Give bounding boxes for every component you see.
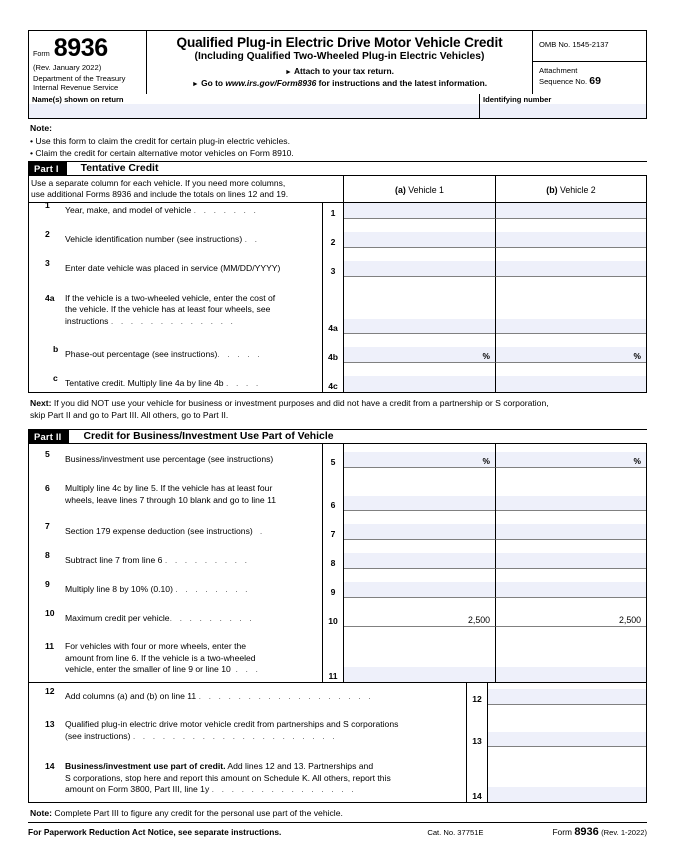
vehicle-column-headers: [29, 176, 646, 203]
table-row: [29, 550, 646, 569]
line-1-vehicle-2-input[interactable]: [496, 203, 646, 219]
form-footer: [28, 823, 647, 838]
line-1-text: Year, make, and model of vehicle . . . . . . .: [65, 204, 259, 215]
line-11-vehicle-2-cell: [496, 640, 646, 682]
goto-instruction: [149, 78, 530, 88]
line-7-text: Section 179 expense deduction (see instructions) .: [65, 526, 265, 537]
percent-symbol-5b: %: [633, 456, 641, 467]
table-row: [29, 343, 646, 363]
line-4b-number: b: [53, 343, 59, 354]
name-field-label: Name(s) shown on return: [32, 95, 124, 105]
table-row: [29, 579, 646, 598]
line-5-text: Business/investment use percentage (see instructions): [65, 454, 274, 465]
part-2-title: Credit for Business/Investment Use Part of Vehicle: [83, 431, 334, 443]
line-9-text: Multiply line 8 by 10% (0.10) . . . . . . . .: [65, 584, 251, 595]
line-1-box-number: 1: [322, 203, 344, 219]
line-9-number: 9: [45, 579, 50, 590]
line-4b-vehicle-2-input[interactable]: [496, 347, 646, 363]
paperwork-notice: For Paperwork Reduction Act Notice, see separate instructions.: [28, 827, 282, 838]
form-page: [28, 30, 647, 838]
percent-symbol-b: %: [633, 350, 641, 361]
line-2-description: [29, 228, 322, 248]
line-7-vehicle-1-input[interactable]: [344, 524, 496, 540]
part-1-title: Tentative Credit: [80, 163, 159, 175]
line-3-vehicle-1-input[interactable]: [344, 261, 496, 277]
part-2-table: [28, 444, 647, 682]
line-14-text: Business/investment use part of credit. Add lines 12 and 13. Partnerships and S corporations, stop here and report this amount on Schedule K. All others, report this amount on Form 3800, Part III, line 1y . . . . . . . . . . . . . . .: [65, 761, 391, 794]
bottom-note: [28, 803, 647, 822]
line-7-number: 7: [45, 521, 50, 532]
table-row: [29, 228, 646, 248]
omb-number: OMB No. 1545-2137: [533, 31, 646, 62]
part-1-table: [28, 176, 647, 392]
line-1-vehicle-1-input[interactable]: [344, 203, 496, 219]
bottom-note-text: Complete Part III to figure any credit for the personal use part of the vehicle.: [54, 808, 343, 819]
catalog-number: Cat. No. 37751E: [427, 828, 484, 838]
form-header: [28, 30, 647, 94]
line-7-vehicle-2-input[interactable]: [496, 524, 646, 540]
line-10-amount-a: 2,500: [467, 615, 490, 626]
identifying-number-label: Identifying number: [483, 95, 552, 105]
line-6-vehicle-1-input[interactable]: [344, 496, 495, 511]
line-14-input[interactable]: [488, 787, 646, 802]
identifying-number-cell: [480, 94, 646, 118]
line-8-box-number: 8: [322, 553, 344, 569]
goto-suffix: for instructions and the latest information.: [318, 78, 488, 88]
line-6-box-number: 6: [322, 482, 344, 511]
table-row: [29, 718, 646, 747]
footer-form-identity: Form 8936 (Rev. 1-2022): [552, 826, 647, 839]
line-14-description: [29, 760, 466, 802]
line-4c-text: Tentative credit. Multiply line 4a by line 4b . . . .: [65, 377, 261, 388]
line-10-number: 10: [45, 608, 55, 619]
table-row: [29, 640, 646, 682]
line-10-vehicle-2-value: [496, 611, 646, 627]
column-instructions: [29, 176, 344, 202]
spacer-row-13: [29, 747, 646, 760]
form-number-line: [33, 34, 142, 61]
next-text-line-2: skip Part II and go to Part III. All others, go to Part II.: [30, 409, 229, 420]
attachment-label-2: Sequence No. 69: [539, 75, 601, 88]
line-2-vehicle-2-input[interactable]: [496, 232, 646, 248]
table-row: [29, 608, 646, 627]
form-title: Qualified Plug-in Electric Drive Motor Vehicle Credit: [176, 35, 503, 50]
spacer-row-10: [29, 627, 646, 640]
line-10-amount-b: 2,500: [618, 615, 641, 626]
line-8-number: 8: [45, 550, 50, 561]
line-12-input[interactable]: [488, 689, 646, 705]
attach-instruction: [149, 66, 530, 76]
bottom-note-label: Note:: [30, 808, 52, 819]
table-row: [29, 292, 646, 334]
percent-symbol-a: %: [482, 350, 490, 361]
line-4b-text: Phase-out percentage (see instructions). . . . .: [65, 348, 263, 359]
line-6-description: [29, 482, 322, 511]
line-5-number: 5: [45, 449, 50, 460]
line-2-box-number: 2: [322, 232, 344, 248]
line-2-vehicle-1-input[interactable]: [344, 232, 496, 248]
name-field-cell: [29, 94, 480, 118]
line-12-text: Add columns (a) and (b) on line 11 . . . . . . . . . . . . . . . . . .: [65, 691, 374, 702]
line-4c-box-number: 4c: [322, 376, 344, 392]
line-6-text: Multiply line 4c by line 5. If the vehicle has at least four wheels, leave lines 7 through 10 blank and go to line 11: [65, 483, 277, 505]
line-8-text: Subtract line 7 from line 6 . . . . . . . . .: [65, 555, 250, 566]
line-10-box-number: 10: [322, 611, 344, 627]
line-3-text: Enter date vehicle was placed in service (MM/DD/YYYY): [65, 262, 281, 273]
line-2-text: Vehicle identification number (see instructions) . .: [65, 233, 260, 244]
line-10-description: [29, 608, 322, 627]
line-3-number: 3: [45, 257, 50, 268]
line-9-vehicle-1-input[interactable]: [344, 582, 496, 598]
table-row: [29, 760, 646, 802]
table-row: [29, 521, 646, 540]
table-row: [29, 686, 646, 705]
table-row: [29, 372, 646, 392]
line-5-vehicle-2-input[interactable]: [496, 452, 646, 468]
line-4a-box-number: 4a: [322, 292, 344, 334]
form-subtitle: (Including Qualified Two-Wheeled Plug-in Electric Vehicles): [194, 51, 485, 62]
line-11-vehicle-1-cell: [344, 640, 496, 682]
footer-form-number: 8936: [574, 826, 599, 839]
header-omb-block: [533, 31, 646, 94]
line-3-box-number: 3: [322, 261, 344, 277]
table-row: [29, 449, 646, 468]
line-13-input[interactable]: [488, 732, 646, 747]
line-6-vehicle-1-cell: [344, 482, 496, 511]
line-4c-description: [29, 372, 322, 392]
line-11-vehicle-1-input[interactable]: [344, 667, 495, 682]
line-5-box-number: 5: [322, 452, 344, 468]
line-8-vehicle-1-input[interactable]: [344, 553, 496, 569]
part-2-summary-table: [28, 683, 647, 802]
line-6-vehicle-2-cell: [496, 482, 646, 511]
issuing-agency: [33, 74, 142, 92]
note-bullet-2: • Claim the credit for certain alternative motor vehicles on Form 8910.: [30, 148, 294, 159]
name-input[interactable]: [29, 104, 479, 118]
line-5-description: [29, 449, 322, 468]
line-8-description: [29, 550, 322, 569]
line-7-box-number: 7: [322, 524, 344, 540]
spacer-row-3: [29, 277, 646, 292]
line-13-number: 13: [45, 719, 55, 730]
line-1-description: [29, 199, 322, 219]
line-9-description: [29, 579, 322, 598]
line-12-number: 12: [45, 686, 55, 697]
right-triangle-icon-2: ►: [191, 81, 199, 88]
attachment-sequence: [533, 62, 646, 89]
line-4a-number: 4a: [45, 292, 55, 303]
attachment-sequence-number: 69: [589, 75, 601, 88]
line-4a-text: If the vehicle is a two-wheeled vehicle, enter the cost of the vehicle. If the vehicle has at least four wheels, see instructions . . . . . . . . . . . . .: [65, 292, 276, 326]
attach-instruction-text: Attach to your tax return.: [293, 66, 394, 76]
part-2-bar: [28, 429, 647, 444]
line-1-number: 1: [45, 199, 50, 210]
taxpayer-identity-row: [28, 94, 647, 119]
header-title-block: [147, 31, 533, 94]
table-row: [29, 482, 646, 511]
line-13-description: [29, 718, 466, 747]
line-7-description: [29, 521, 322, 540]
line-9-vehicle-2-input[interactable]: [496, 582, 646, 598]
line-4a-description: [29, 292, 322, 334]
form-number: 8936: [53, 34, 108, 62]
line-13-box-number: 13: [466, 718, 488, 747]
column-header-vehicle-2: (b) Vehicle 2: [546, 185, 596, 196]
line-3-vehicle-2-input[interactable]: [496, 261, 646, 277]
department-line-2: Internal Revenue Service: [33, 83, 119, 93]
line-4b-vehicle-1-input[interactable]: [344, 347, 496, 363]
form-revision-date: (Rev. January 2022): [33, 63, 102, 72]
line-13-text: Qualified plug-in electric drive motor vehicle credit from partnerships and S corporations (see instructions) . . . . . . . . . . . . . . . . . . . . .: [65, 719, 399, 741]
line-2-number: 2: [45, 228, 50, 239]
line-5-vehicle-1-input[interactable]: [344, 452, 496, 468]
percent-symbol-5a: %: [482, 456, 490, 467]
line-14-box-number: 14: [466, 760, 488, 802]
spacer-row-12: [29, 705, 646, 718]
footer-revision: (Rev. 1-2022): [601, 828, 647, 838]
goto-prefix: Go to: [201, 78, 224, 88]
line-12-description: [29, 686, 466, 705]
line-4a-vehicle-2-input[interactable]: [496, 319, 646, 334]
line-8-vehicle-2-input[interactable]: [496, 553, 646, 569]
line-11-description: [29, 640, 322, 682]
line-12-box-number: 12: [466, 689, 488, 705]
department-line-1: Department of the Treasury: [33, 74, 126, 83]
line-4a-vehicle-1-input[interactable]: [344, 319, 495, 334]
irs-url-link[interactable]: www.irs.gov/Form8936: [225, 78, 317, 88]
line-4a-vehicle-1-cell: [344, 292, 496, 334]
line-4b-description: [29, 343, 322, 363]
line-4c-vehicle-2-input[interactable]: [496, 376, 646, 392]
line-6-vehicle-2-input[interactable]: [496, 496, 646, 511]
part-2-label: Part II: [28, 430, 69, 443]
form-word-label: Form: [33, 49, 50, 58]
line-11-number: 11: [45, 641, 55, 652]
line-4c-number: c: [53, 372, 58, 383]
spacer-row-5: [29, 468, 646, 482]
header-form-identity: [29, 31, 147, 94]
line-11-text: For vehicles with four or more wheels, enter the amount from line 6. If the vehicle is a two-wheeled vehicle, enter the smaller of line 9 or line 10 . . .: [65, 641, 261, 674]
note-heading: Note:: [30, 123, 52, 134]
column-header-vehicle-1: (a) Vehicle 1: [344, 176, 496, 202]
line-6-number: 6: [45, 483, 50, 494]
line-9-box-number: 9: [322, 582, 344, 598]
top-note-block: [28, 119, 647, 159]
line-10-text: Maximum credit per vehicle. . . . . . . . .: [65, 613, 255, 624]
next-text-line-1: If you did NOT use your vehicle for business or investment purposes and did not have a credit from a partnership or S corporation,: [53, 397, 549, 408]
right-triangle-icon: ►: [285, 69, 292, 76]
line-11-vehicle-2-input[interactable]: [496, 667, 646, 682]
note-bullet-1: • Use this form to claim the credit for certain plug-in electric vehicles.: [30, 135, 290, 146]
identifying-number-input[interactable]: [480, 104, 646, 118]
table-row: [29, 257, 646, 277]
line-14-number: 14: [45, 761, 55, 772]
line-4c-vehicle-1-input[interactable]: [344, 376, 496, 392]
line-4b-box-number: 4b: [322, 347, 344, 363]
line-13-cell: [488, 718, 646, 747]
part-1-label: Part I: [28, 162, 67, 175]
line-4a-vehicle-2-cell: [496, 292, 646, 334]
column-instruction-line-2: use additional Forms 8936 and include the totals on lines 12 and 19.: [31, 189, 289, 200]
line-11-box-number: 11: [322, 640, 344, 682]
next-instruction-block: [28, 393, 647, 421]
part-1-bar: [28, 161, 647, 176]
attachment-label-1: Attachment: [539, 66, 578, 75]
line-3-description: [29, 257, 322, 277]
line-10-vehicle-1-value: [344, 611, 496, 627]
line-14-cell: [488, 760, 646, 802]
line-14-bold-lead: Business/investment use part of credit.: [65, 761, 226, 772]
column-instruction-line-1: Use a separate column for each vehicle. If you need more columns,: [31, 178, 286, 189]
table-row: [29, 199, 646, 219]
next-label: Next:: [30, 397, 52, 408]
